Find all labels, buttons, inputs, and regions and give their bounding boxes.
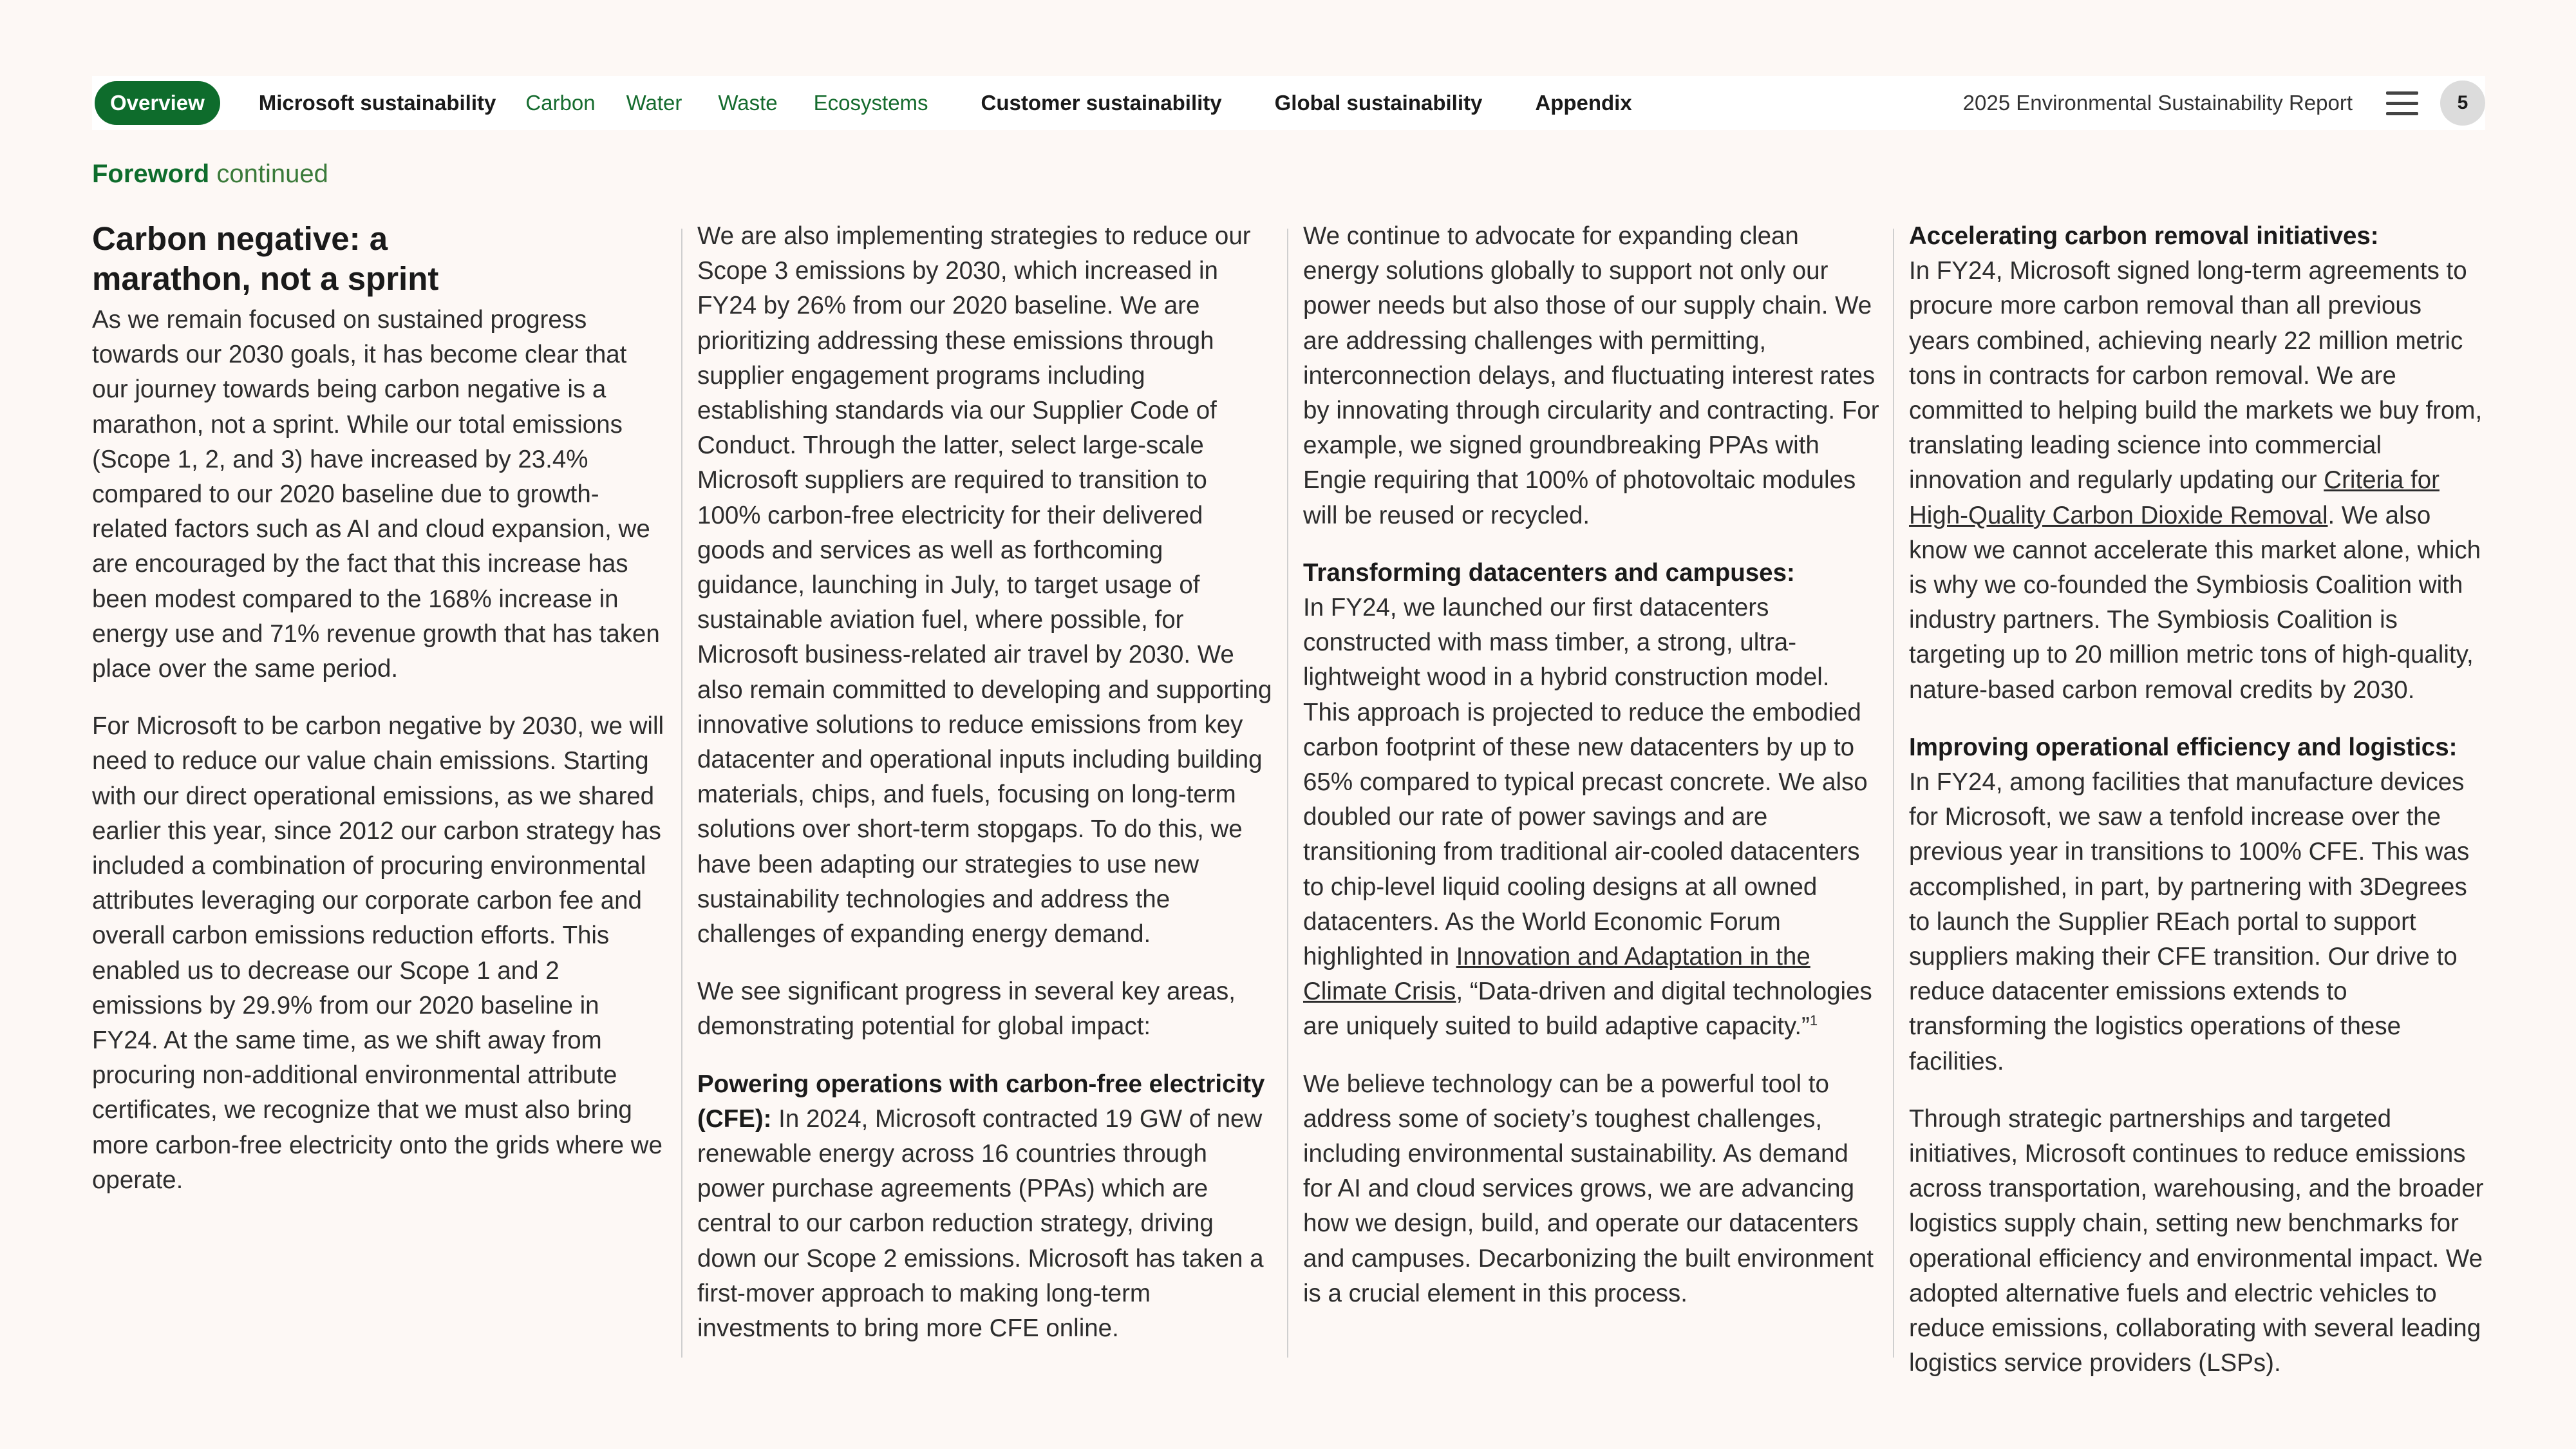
tab-overview[interactable]: Overview [95,81,220,125]
footnote-marker: 1 [1809,1012,1818,1029]
paragraph [697,1067,1274,1347]
top-navigation [92,76,2485,130]
tab-water[interactable]: Water [626,91,682,115]
paragraph: We believe technology can be a powerful tool to address some of society’s toughest challenges, including environmental sustainability. As demand for AI and cloud services grows, we are advancing how we design, build, and operate our datacenters and campuses. Decarbonizing the built environment is a crucial element in this process. [1303,1070,1874,1307]
paragraph-text: In FY24, we launched our first datacenters constructed with mass timber, a strong, ultra-lightweight wood in a hybrid construction model. This approach is projected to reduce the embodied carbon footprint of these new datacenters by up to 65% compared to typical precast concrete. We also doubled our rate of power savings and are transitioning from traditional air-cooled datacenters to chip-level liquid cooling designs at all owned datacenters. As the World Economic Forum highlighted in [1303,594,1868,971]
paragraph-text: In 2024, Microsoft contracted 19 GW of new renewable energy across 16 countries through power purchase agreements (PPAs) which are central to our carbon reduction strategy, driving down our Scope 2 emissions. Microsoft has taken a first-mover approach to making long-term investments to bring more CFE online. [697,1104,1264,1343]
paragraph-text: , “Data-driven and digital technologies are uniquely suited to build adaptive capacity.” [1303,978,1872,1041]
subheading: Improving operational efficiency and logistics: [1909,733,2458,761]
column-4 [1909,219,2485,1404]
paragraph [1909,219,2485,708]
tab-global-sustainability[interactable]: Global sustainability [1274,91,1483,115]
paragraph: We are also implementing strategies to reduce our Scope 3 emissions by 2030, which increased in FY24 by 26% from our 2020 baseline. We are prioritizing addressing these emissions through supplier engagement programs including establishing standards via our Supplier Code of Conduct. Through the latter, select large-scale Microsoft suppliers are required to transition to 100% carbon-free electricity for their delivered goods and services as well as forthcoming guidance, launching in July, to target usage of sustainable aviation fuel, where possible, for Microsoft business-related air travel by 2030. We also remain committed to developing and supporting innovative solutions to reduce emissions from key datacenter and operational inputs including building materials, chips, and fuels, focusing on long-term solutions over short-term stopgaps. To do this, we have been adapting our strategies to use new sustainability technologies and address the challenges of expanding energy demand. [697,222,1272,949]
page-number-badge: 5 [2440,80,2485,126]
tab-carbon[interactable]: Carbon [525,91,596,115]
paragraph [1909,730,2485,1079]
paragraph-text: In FY24, among facilities that manufacture devices for Microsoft, we saw a tenfold increase over the previous year in transitions to 100% CFE. This was accomplished, in part, by partnering with 3Degrees to launch the Supplier REach portal to support suppliers making their CFE transition. Our drive to reduce datacenter emissions extends to transforming the logistics operations of these facilities. [1909,768,2470,1075]
hamburger-menu-icon[interactable] [2386,89,2418,117]
tab-waste[interactable]: Waste [718,91,778,115]
wef-report-link[interactable]: Innovation and Adaptation in the Climate Crisis [1303,943,1810,1006]
subheading: Accelerating carbon removal initiatives: [1909,222,2379,250]
tab-ecosystems[interactable]: Ecosystems [813,91,928,115]
column-3 [1303,219,1879,1334]
section-label [92,160,328,189]
nav-right-group [1963,76,2485,130]
paragraph: Through strategic partnerships and targeted initiatives, Microsoft continues to reduce emissions across transportation, warehousing, and the broader logistics supply chain, setting new benchmarks for operational efficiency and environmental impact. We adopted alternative fuels and electric vehicles to reduce emissions, collaborating with several leading logistics service providers (LSPs). [1909,1104,2484,1378]
column-2 [697,219,1274,1368]
section-label-foreword: Foreword [92,160,210,188]
paragraph-text: . We also know we cannot accelerate this market alone, which is why we co-founded the Symbiosis Coalition with industry partners. The Symbiosis Coalition is targeting up to 20 million metric tons of high-quality, nature-based carbon removal credits by 2030. [1909,501,2481,704]
column-divider [681,229,682,1358]
subheading: Transforming datacenters and campuses: [1303,558,1795,587]
paragraph [1303,556,1879,1045]
paragraph: We see significant progress in several key areas, demonstrating potential for global impact: [697,978,1236,1041]
paragraph-text: In FY24, Microsoft signed long-term agreements to procure more carbon removal than all previous years combined, achieving nearly 22 million metric tons in contracts for carbon removal. We are committed to helping build the markets we buy from, translating leading science into commercial innovation and regularly updating our [1909,257,2483,495]
tab-appendix[interactable]: Appendix [1535,91,1632,115]
report-title: 2025 Environmental Sustainability Report [1962,91,2353,115]
paragraph: As we remain focused on sustained progress towards our 2030 goals, it has become clear that our journey towards being carbon negative is a marathon, not a sprint. While our total emissions (Scope 1, 2, and 3) have increased by 23.4% compared to our 2020 baseline due to growth-related factors such as AI and cloud expansion, we are encouraged by the fact that this increase has been modest compared to the 168% increase in energy use and 71% revenue growth that has taken place over the same period. [92,306,660,683]
section-label-continued: continued [216,160,328,188]
column-1 [92,219,668,1220]
paragraph: We continue to advocate for expanding clean energy solutions globally to support not only our power needs but also those of our supply chain. We are addressing challenges with permitting, interconnection delays, and fluctuating interest rates by innovating through circularity and contracting. For example, we signed groundbreaking PPAs with Engie requiring that 100% of photovoltaic modules will be reused or recycled. [1303,222,1879,529]
cdr-criteria-link[interactable]: Criteria for High-Quality Carbon Dioxide Removal [1909,466,2440,529]
subheading: Powering operations with carbon-free electricity (CFE): [697,1070,1265,1133]
section-heading: Carbon negative: a marathon, not a sprint [92,220,439,297]
tab-microsoft-sustainability[interactable]: Microsoft sustainability [258,91,496,115]
paragraph: For Microsoft to be carbon negative by 2030, we will need to reduce our value chain emissions. Starting with our direct operational emissions, as we shared earlier this year, since 2012 our carbon strategy has included a combination of procuring environmental attributes leveraging our corporate carbon fee and overall carbon emissions reduction efforts. This enabled us to decrease our Scope 1 and 2 emissions by 29.9% from our 2020 baseline in FY24. At the same time, as we shift away from procuring non-additional environmental attribute certificates, we recognize that we must also bring more carbon-free electricity onto the grids where we operate. [92,712,664,1194]
tab-customer-sustainability[interactable]: Customer sustainability [981,91,1222,115]
column-divider [1287,229,1288,1358]
column-divider [1893,229,1894,1358]
